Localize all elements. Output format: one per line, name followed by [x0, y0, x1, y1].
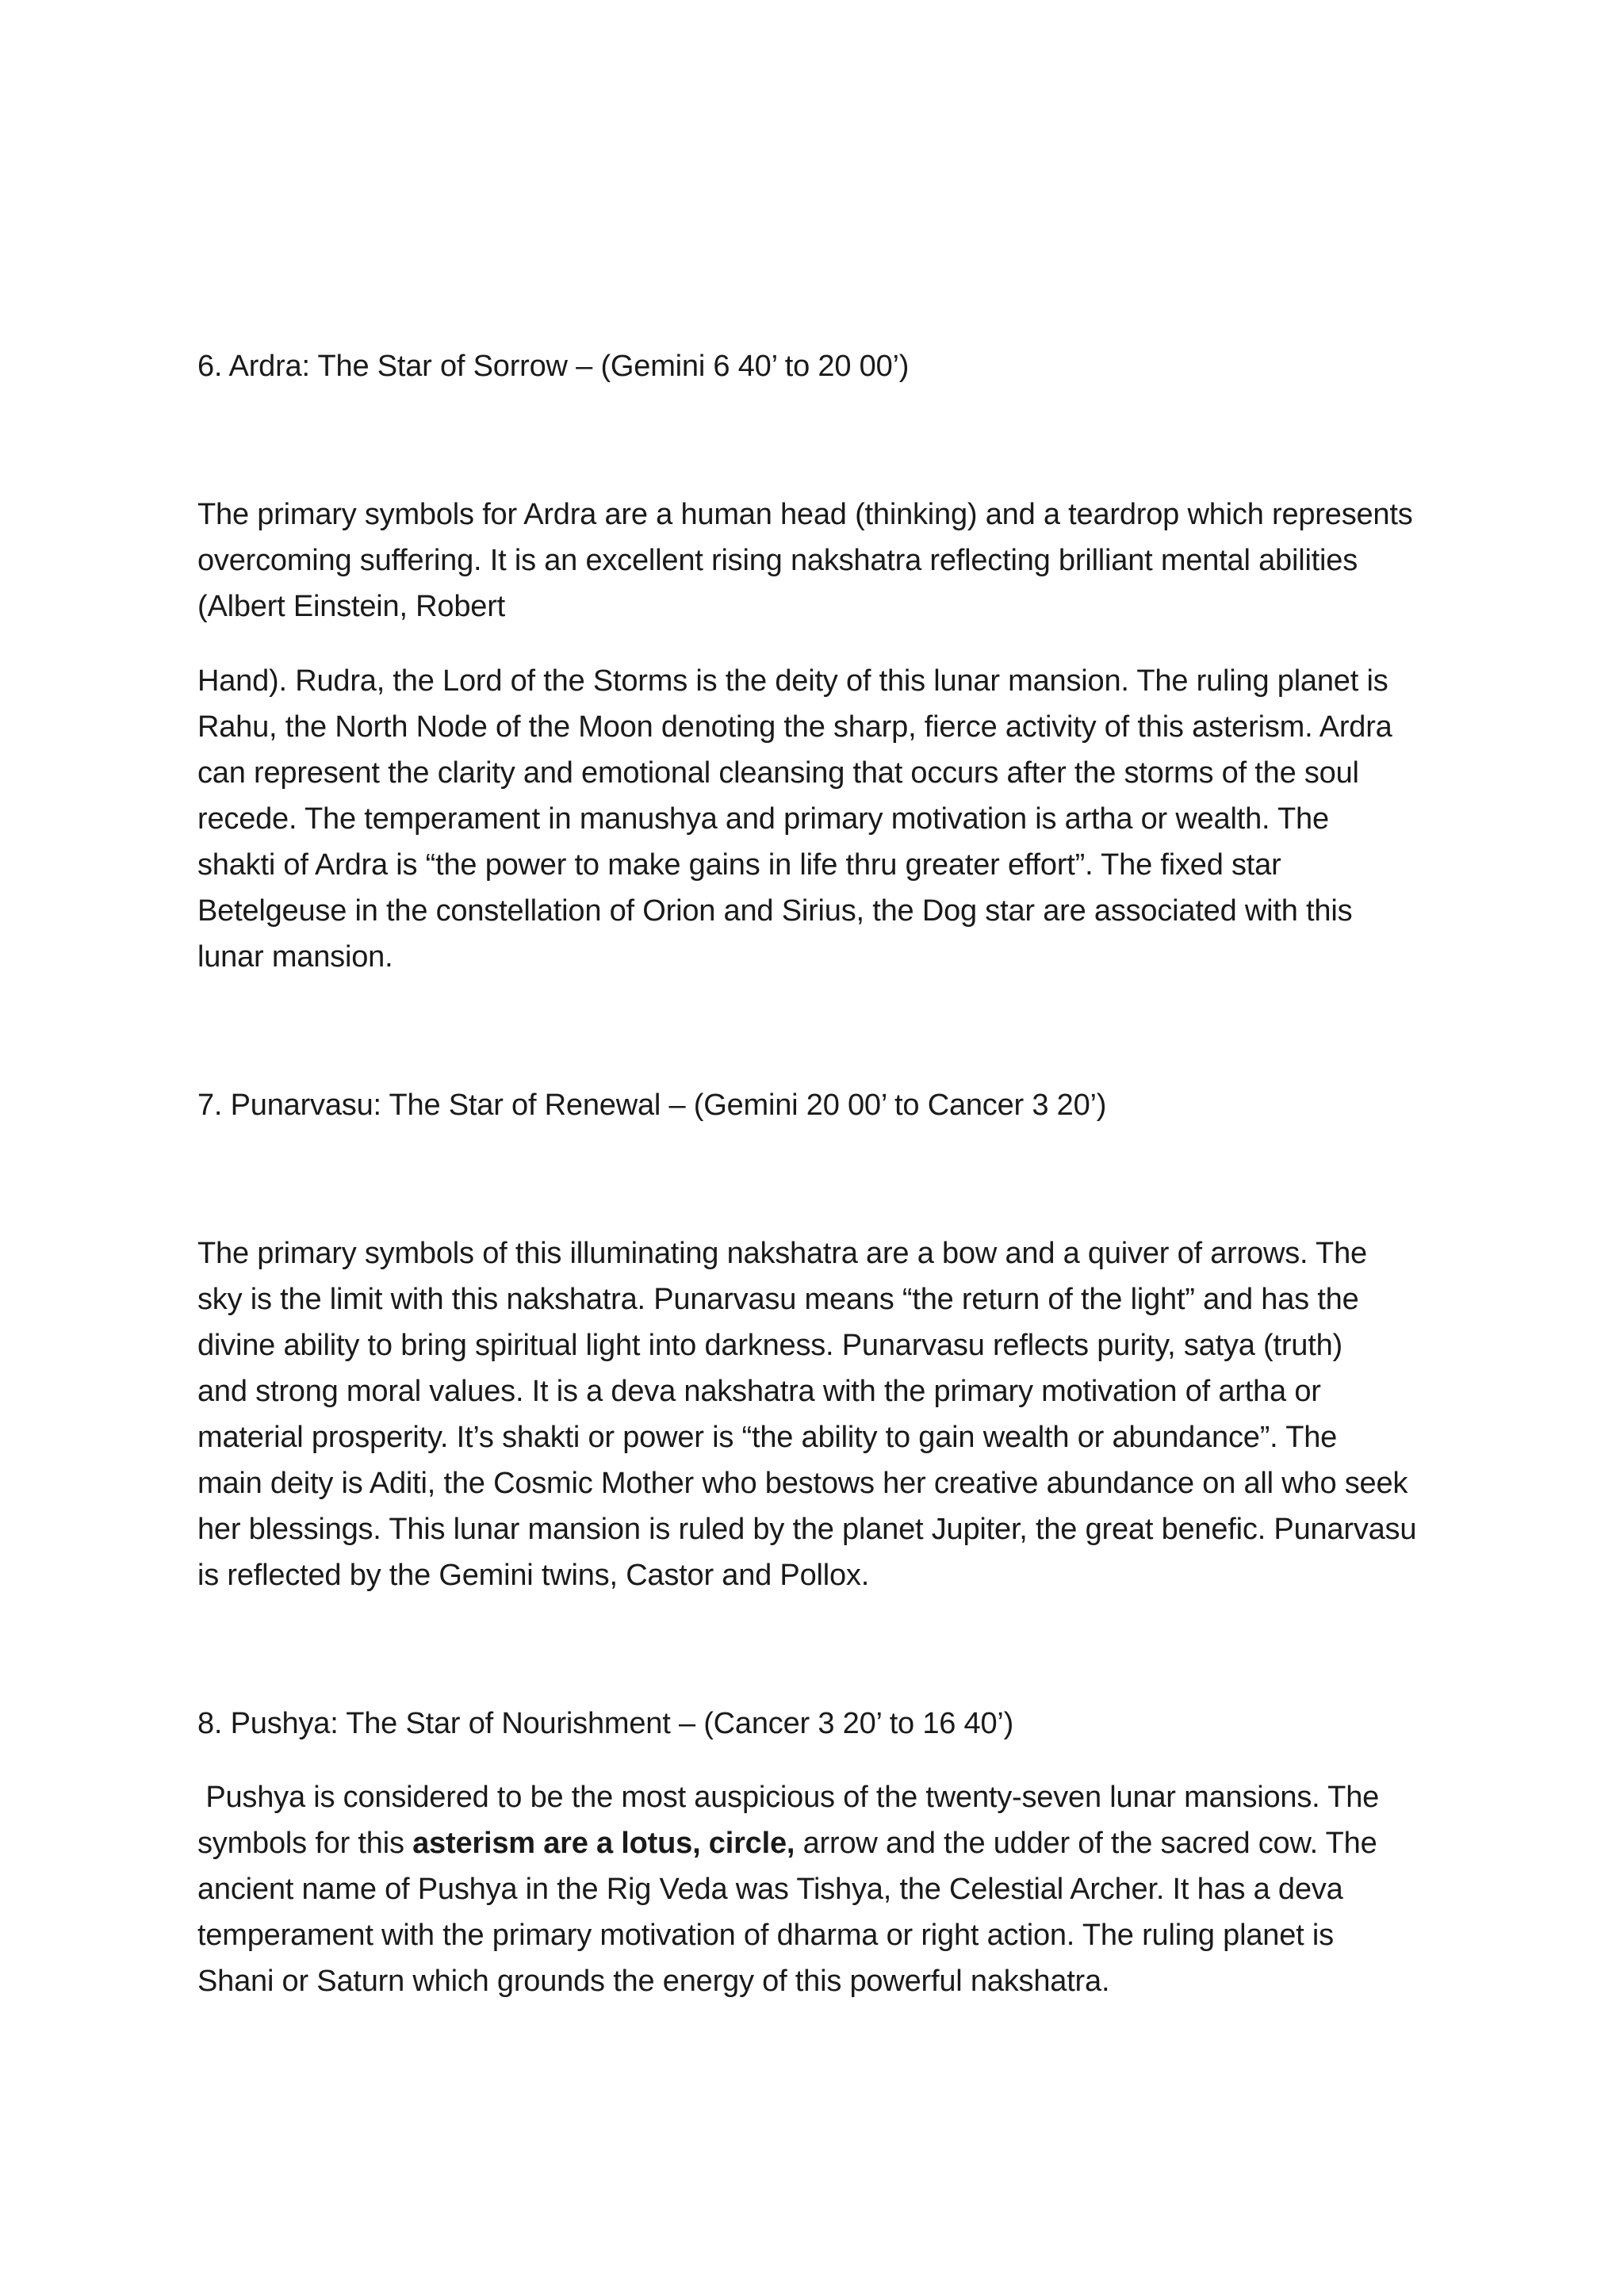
paragraph-line: Rahu, the North Node of the Moon denoting the sharp, fierce activity of this asterism. Ardra: [197, 710, 1392, 744]
paragraph-line: and strong moral values. It is a deva nakshatra with the primary motivation of artha or: [197, 1375, 1321, 1408]
paragraph-line: The primary symbols of this illuminating nakshatra are a bow and a quiver of arrows. The: [197, 1237, 1367, 1270]
paragraph-line: recede. The temperament in manushya and primary motivation is artha or wealth. The: [197, 802, 1329, 836]
paragraph-line: material prosperity. It’s shakti or power is “the ability to gain wealth or abundance”. The: [197, 1421, 1338, 1454]
paragraph-line: sky is the limit with this nakshatra. Punarvasu means “the return of the light” and has the: [197, 1283, 1359, 1316]
paragraph-line: main deity is Aditi, the Cosmic Mother who bestows her creative abundance on all who seek: [197, 1467, 1408, 1500]
paragraph-line: Shani or Saturn which grounds the energy of this powerful nakshatra.: [197, 1965, 1110, 1998]
paragraph-line: The primary symbols for Ardra are a human head (thinking) and a teardrop which represents: [197, 498, 1413, 531]
paragraph-line: temperament with the primary motivation of dharma or right action. The ruling planet is: [197, 1919, 1334, 1952]
paragraph-line-with-bold: [197, 1820, 1377, 1866]
text-run: symbols for this: [197, 1827, 413, 1860]
paragraph-line: Hand). Rudra, the Lord of the Storms is the deity of this lunar mansion. The ruling planet is: [197, 664, 1388, 698]
section-heading-punarvasu: 7. Punarvasu: The Star of Renewal – (Gemini 20 00’ to Cancer 3 20’): [197, 1089, 1107, 1122]
paragraph-line: ancient name of Pushya in the Rig Veda was Tishya, the Celestial Archer. It has a deva: [197, 1873, 1343, 1906]
text-run: arrow and the udder of the sacred cow. The: [795, 1827, 1377, 1860]
paragraph-line: shakti of Ardra is “the power to make gains in life thru greater effort”. The fixed star: [197, 848, 1281, 882]
paragraph-line: overcoming suffering. It is an excellent rising nakshatra reflecting brilliant mental abilities: [197, 544, 1358, 577]
paragraph-line: Pushya is considered to be the most auspicious of the twenty-seven lunar mansions. The: [197, 1781, 1380, 1814]
bold-text-run: asterism are a lotus, circle,: [412, 1827, 795, 1860]
paragraph-line: Betelgeuse in the constellation of Orion and Sirius, the Dog star are associated with this: [197, 894, 1353, 928]
paragraph-line: can represent the clarity and emotional cleansing that occurs after the storms of the soul: [197, 756, 1359, 790]
section-heading-ardra: 6. Ardra: The Star of Sorrow – (Gemini 6 40’ to 20 00’): [197, 350, 910, 383]
paragraph-line: is reflected by the Gemini twins, Castor and Pollox.: [197, 1559, 870, 1592]
paragraph-line: lunar mansion.: [197, 940, 393, 974]
section-heading-pushya: 8. Pushya: The Star of Nourishment – (Cancer 3 20’ to 16 40’): [197, 1707, 1014, 1740]
paragraph-line: her blessings. This lunar mansion is ruled by the planet Jupiter, the great benefic. Punarvasu: [197, 1513, 1417, 1546]
paragraph-line: (Albert Einstein, Robert: [197, 590, 506, 623]
paragraph-line: divine ability to bring spiritual light into darkness. Punarvasu reflects purity, satya (truth): [197, 1329, 1342, 1362]
